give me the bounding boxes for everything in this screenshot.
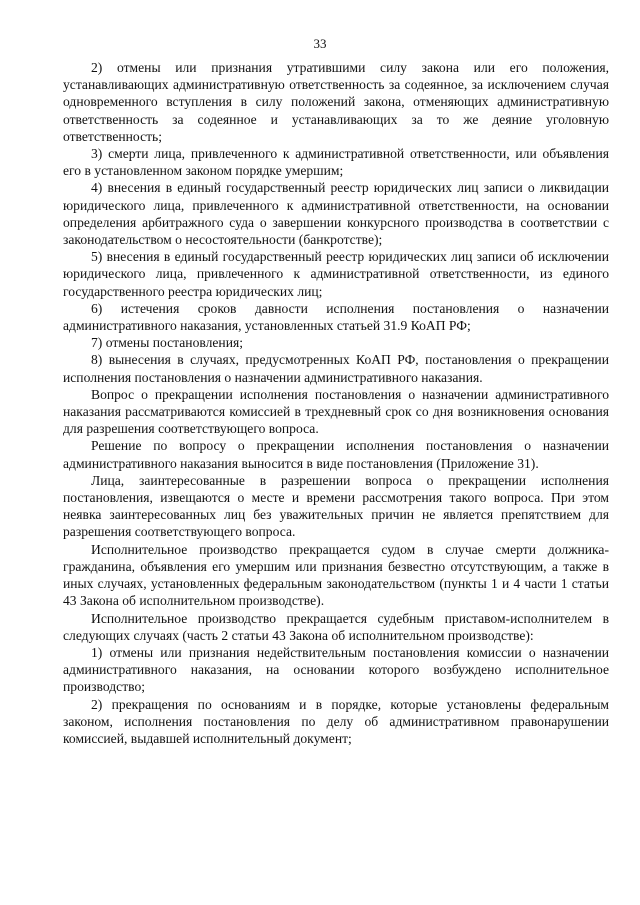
paragraph-item-6: 6) истечения сроков давности исполнения постановления о назначении административного наказания, установленных статьей 31.9 КоАП РФ; <box>63 300 609 334</box>
paragraph-interested-parties: Лица, заинтересованные в разрешении вопроса о прекращении исполнения постановления, извещаются о месте и времени рассмотрения такого вопроса. При этом неявка заинтересованных лиц без уважительных причин не является препятствием для разрешения соответствующего вопроса. <box>63 472 609 540</box>
paragraph-decision-form: Решение по вопросу о прекращении исполнения постановления о назначении административного наказания выносится в виде постановления (Приложение 31). <box>63 438 609 471</box>
paragraph-item-3: 3) смерти лица, привлеченного к административной ответственности, или объявления его в установленном законом порядке умершим; <box>63 146 609 179</box>
paragraph-item-5: 5) внесения в единый государственный реестр юридических лиц записи об исключении юридического лица, привлеченного к административной ответственности, из единого государственного реестра юридических лиц; <box>63 249 609 299</box>
paragraph-bailiff-termination: Исполнительное производство прекращается судебным приставом-исполнителем в следующих случаях (часть 2 статьи 43 Закона об исполнительном производстве): <box>63 610 609 643</box>
paragraph-bailiff-item-1: 1) отмены или признания недействительным постановления комиссии о назначении административного наказания, на основании которого возбуждено исполнительное производство; <box>63 644 609 695</box>
paragraph-item-7: 7) отмены постановления; <box>91 335 244 351</box>
page-number: 33 <box>313 36 327 51</box>
paragraph-court-termination: Исполнительное производство прекращается судом в случае смерти должника-гражданина, объявления его умершим или признания безвестно отсутствующим, а также в иных случаях, установленных федеральным законодательством (пункты 1 и 4 части 1 статьи 43 Закона об исполнительном производстве). <box>63 541 609 609</box>
paragraph-bailiff-item-2: 2) прекращения по основаниям и в порядке, которые установлены федеральным законом, исполнения постановления по делу об административном правонарушении комиссией, выдавшей исполнительный документ; <box>63 696 609 746</box>
paragraph-item-4: 4) внесения в единый государственный реестр юридических лиц записи о ликвидации юридического лица, привлеченного к административной ответственности, на основании определения арбитражного суда о завершении конкурсного производства в соответствии с законодательством о несостоятельности (банкротстве); <box>63 180 609 248</box>
paragraph-review-deadline: Вопрос о прекращении исполнения постановления о назначении административного наказания рассматриваются комиссией в трехдневный срок со дня возникновения основания для разрешения соответствующего вопроса. <box>63 386 609 437</box>
paragraph-item-2: 2) отмены или признания утратившими силу закона или его положения, устанавливающих административную ответственность за содеянное, за исключением случая одновременного вступления в силу положений закона, отменяющих административную ответственность за содеянное и устанавливающих за то же деяние уголовную ответственность; <box>63 60 609 144</box>
document-body <box>63 59 609 747</box>
paragraph-item-8: 8) вынесения в случаях, предусмотренных КоАП РФ, постановления о прекращении исполнения постановления о назначении административного наказания. <box>63 352 609 385</box>
